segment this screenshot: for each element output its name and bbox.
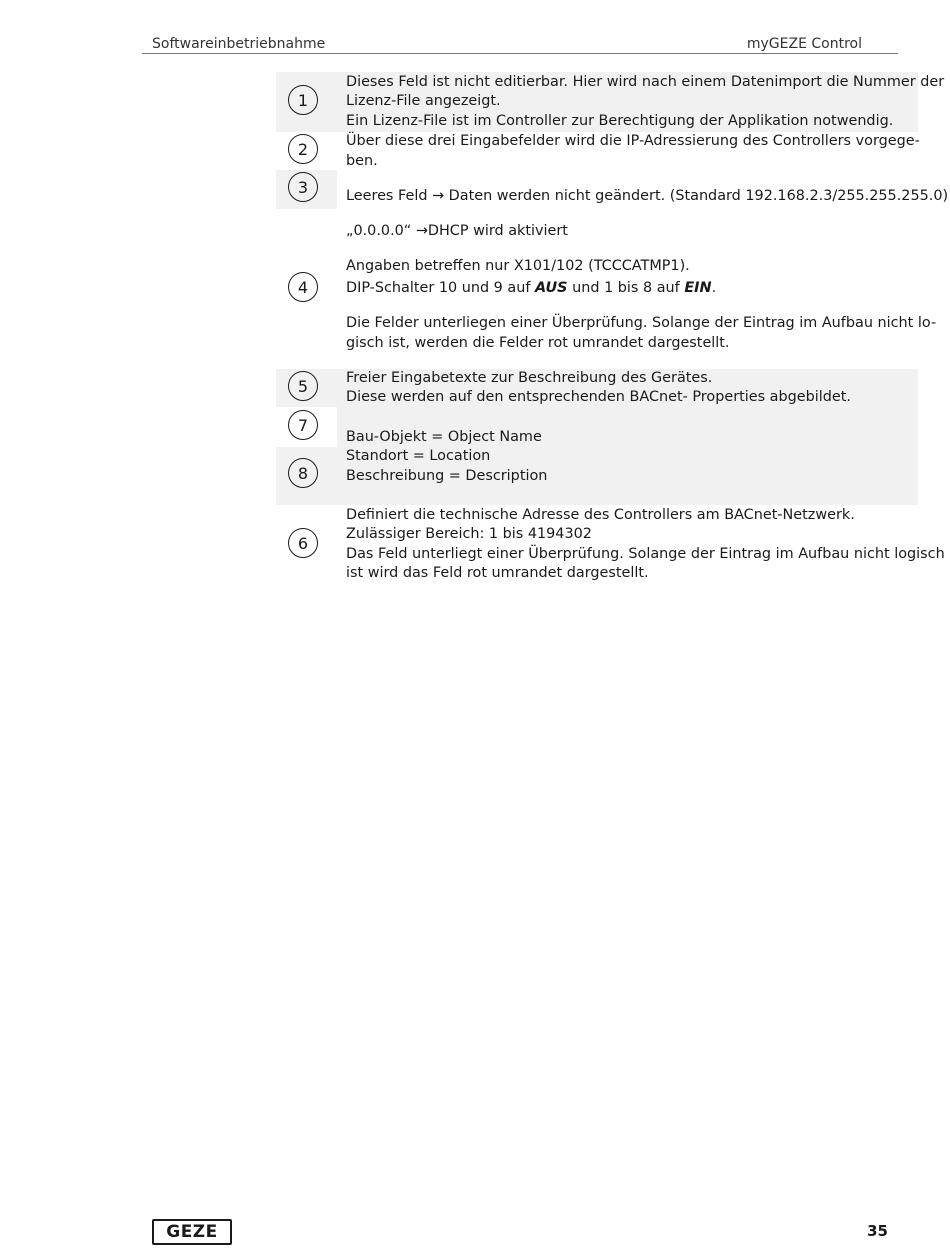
row-6-line-3: Das Feld unterliegt einer Überprüfung. Solange der Eintrag im Aufbau nicht logisch xyxy=(346,546,945,562)
row-1-line-2: Lizenz-File angezeigt. xyxy=(346,93,501,109)
callout-marker-6: 6 xyxy=(288,528,318,558)
row-5-line-1: Freier Eingabetexte zur Beschreibung des Gerätes. xyxy=(346,370,713,386)
header-rule xyxy=(142,53,898,54)
row-4-dip-line xyxy=(346,279,716,299)
geze-logo xyxy=(152,1219,232,1245)
row-7-line: Bau-Objekt = Object Name xyxy=(346,429,542,445)
dip-ein: EIN xyxy=(684,280,712,296)
row-4-line-1: Angaben betreffen nur X101/102 (TCCCATMP1). xyxy=(346,258,690,274)
dip-aus: AUS xyxy=(535,280,568,296)
callout-marker-1: 1 xyxy=(288,85,318,115)
running-header-section: Softwareinbetriebnahme xyxy=(152,36,326,52)
geze-logo-text: GEZE xyxy=(166,1221,218,1242)
row-2-line-1: Über diese drei Eingabefelder wird die IP-Adressierung des Controllers vorgege- xyxy=(346,133,920,149)
running-header-product: myGEZE Control xyxy=(746,36,862,52)
row-8-line-2: Beschreibung = Description xyxy=(346,468,548,484)
row-4-check-line-2: gisch ist, werden die Felder rot umrandet dargestellt. xyxy=(346,335,730,351)
row-6-line-1: Definiert die technische Adresse des Controllers am BACnet-Netzwerk. xyxy=(346,507,855,523)
callout-marker-5: 5 xyxy=(288,371,318,401)
dip-end: . xyxy=(711,280,717,296)
row-6-line-4: ist wird das Feld rot umrandet dargestellt. xyxy=(346,565,649,581)
callout-marker-2: 2 xyxy=(288,134,318,164)
row-6-line-2: Zulässiger Bereich: 1 bis 4194302 xyxy=(346,526,592,542)
callout-marker-3: 3 xyxy=(288,172,318,202)
dip-mid: und 1 bis 8 auf xyxy=(567,280,685,296)
row-4-check-line-1: Die Felder unterliegen einer Überprüfung. Solange der Eintrag im Aufbau nicht lo- xyxy=(346,315,937,331)
row-5-line-2: Diese werden auf den entsprechenden BACnet- Properties abgebildet. xyxy=(346,389,851,405)
row-1-line-1: Dieses Feld ist nicht editierbar. Hier wird nach einem Datenimport die Nummer der xyxy=(346,74,945,90)
row-3-line: Leeres Feld → Daten werden nicht geändert. (Standard 192.168.2.3/255.255.255.0) xyxy=(346,188,949,204)
callout-marker-4: 4 xyxy=(288,272,318,302)
page-number: 35 xyxy=(867,1222,888,1240)
callout-marker-7: 7 xyxy=(288,410,318,440)
dip-prefix: DIP-Schalter 10 und 9 auf xyxy=(346,280,535,296)
row-8-line-1: Standort = Location xyxy=(346,448,491,464)
row-1-line-3: Ein Lizenz-File ist im Controller zur Berechtigung der Applikation notwendig. xyxy=(346,113,894,129)
row-2-line-2: ben. xyxy=(346,153,378,169)
dhcp-line: „0.0.0.0“ →DHCP wird aktiviert xyxy=(346,223,568,239)
callout-marker-8: 8 xyxy=(288,458,318,488)
